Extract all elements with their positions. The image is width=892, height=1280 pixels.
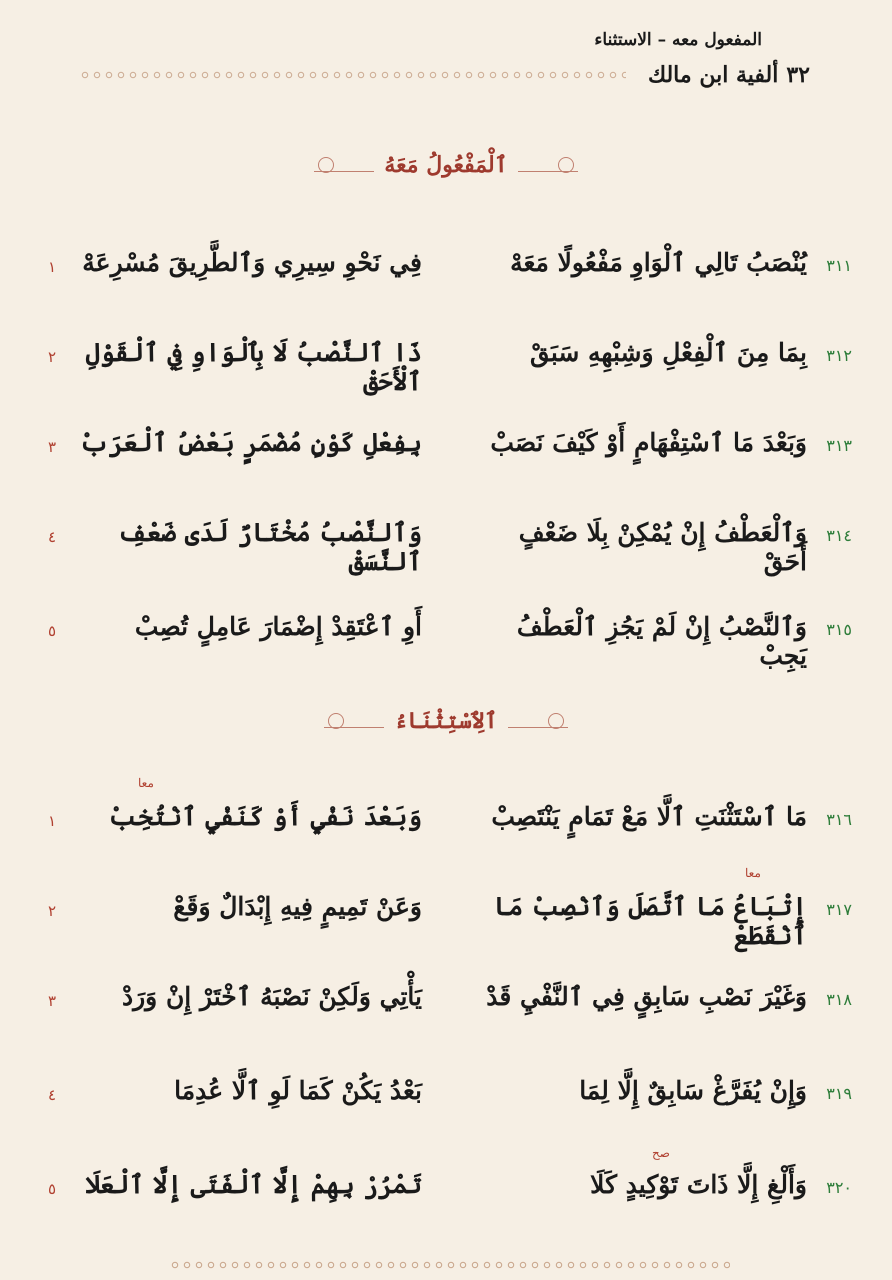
verse-second-hemistich: فِي نَحْوِ سِيرِي وَٱلطَّرِيقَ مُسْرِعَهْ — [82, 248, 422, 277]
verse-number: ٣١١ — [826, 256, 852, 275]
page-header — [70, 58, 810, 92]
header-ornament — [80, 70, 626, 80]
verse-first-hemistich: وَغَيْرَ نَصْبِ سَابِقٍ فِي ٱلنَّفْيِ قَدْ — [486, 982, 807, 1011]
verse-side-number: ٥ — [48, 622, 57, 640]
verse-first-hemistich: وَٱلْعَطْفُ إِنْ يُمْكِنْ بِلَا ضَعْفٍ أَحَقْ — [518, 518, 807, 576]
verse-side-number: ٥ — [48, 1180, 57, 1198]
verse-second-hemistich: وَعَنْ تَمِيمٍ فِيهِ إِبْدَالٌ وَقَعْ — [173, 892, 422, 921]
verse-side-number: ٢ — [48, 348, 57, 366]
verse-side-number: ٣ — [48, 438, 57, 456]
verse-number: ٣١٦ — [826, 810, 852, 829]
verse-row — [0, 428, 892, 468]
verse-side-number: ٤ — [48, 528, 57, 546]
verse-number: ٣١٩ — [826, 1084, 852, 1103]
verse-side-number: ٤ — [48, 1086, 57, 1104]
verse-second-hemistich: تَمْرُرْ بِهِمْ إِلَّا ٱلْفَتَى إِلَّا ٱلْعَلَا — [85, 1170, 422, 1199]
verse-second-hemistich: يَأْتِي وَلَكِنْ نَصْبَهُ ٱخْتَرْ إِنْ وَرَدْ — [121, 982, 422, 1011]
margin-mark: معا — [138, 776, 154, 790]
verse-number: ٣٢٠ — [826, 1178, 852, 1197]
verse-first-hemistich: وَبَعْدَ مَا ٱسْتِفْهَامٍ أَوْ كَيْفَ نَصَبْ — [490, 428, 807, 457]
verse-row — [0, 1076, 892, 1116]
verse-first-hemistich: يُنْصَبُ تَالِي ٱلْوَاوِ مَفْعُولًا مَعَهْ — [510, 248, 807, 277]
verse-first-hemistich: إِتْبَاعُ مَا ٱتَّصَلَ وَٱنْصِبْ مَا ٱنْقَطَعْ — [493, 892, 807, 950]
verse-row — [0, 248, 892, 288]
page-number: ٣٢ — [786, 62, 810, 88]
verse-number: ٣١٤ — [826, 526, 852, 545]
ornament-right — [314, 161, 374, 172]
book-title: ألفية ابن مالك — [647, 62, 779, 88]
verse-side-number: ١ — [48, 258, 57, 276]
verse-second-hemistich: ذَا ٱلنَّصْبُ لَا بِٱلْوَاوِ فِي ٱلْقَوْلِ ٱلْأَحَقْ — [85, 338, 422, 396]
verse-row — [0, 892, 892, 950]
verse-second-hemistich: أَوِ ٱعْتَقِدْ إِضْمَارَ عَامِلٍ تُصِبْ — [134, 612, 422, 641]
ornament-left — [518, 161, 578, 172]
verse-number: ٣١٧ — [826, 900, 852, 919]
footer-ornament — [170, 1260, 730, 1270]
margin-mark: معا — [745, 866, 761, 880]
verse-number: ٣١٨ — [826, 990, 852, 1009]
verse-row — [0, 802, 892, 842]
verse-number: ٣١٣ — [826, 436, 852, 455]
verse-first-hemistich: مَا ٱسْتَثْنَتِ ٱلَّا مَعْ تَمَامٍ يَنْتَصِبْ — [491, 802, 807, 831]
chapter-heading: المفعول معه – الاستثناء — [594, 30, 762, 50]
verse-side-number: ١ — [48, 812, 57, 830]
verse-row — [0, 518, 892, 576]
verse-first-hemistich: بِمَا مِنَ ٱلْفِعْلِ وَشِبْهِهِ سَبَقْ — [529, 338, 807, 367]
ornament-right — [324, 717, 384, 728]
ornament-left — [508, 717, 568, 728]
verse-second-hemistich: بِفِعْلِ كَوْنٍ مُضْمَرٍ بَعْضُ ٱلْعَرَبْ — [79, 428, 422, 457]
verse-number: ٣١٢ — [826, 346, 852, 365]
verse-row — [0, 338, 892, 396]
verse-first-hemistich: وَأَلْغِ إِلَّا ذَاتَ تَوْكِيدٍ كَلَا — [590, 1170, 807, 1199]
verse-first-hemistich: وَٱلنَّصْبُ إِنْ لَمْ يَجُزِ ٱلْعَطْفُ يَجِبْ — [516, 612, 807, 670]
verse-second-hemistich: وَبَعْدَ نَفْيٍ أَوْ كَنَفْيٍ ٱنْتُخِبْ — [108, 802, 422, 831]
section-title-mafool-maahu: ٱلْمَفْعُولُ مَعَهُ — [0, 152, 892, 178]
section-title-istithna: ٱلِٱسْتِثْنَاءُ — [0, 708, 892, 734]
verse-row — [0, 982, 892, 1022]
verse-second-hemistich: وَٱلنَّصْبُ مُخْتَارٌ لَدَى ضَعْفِ ٱلنَّسَقْ — [117, 518, 422, 576]
verse-row — [0, 612, 892, 670]
verse-side-number: ٢ — [48, 902, 57, 920]
verse-number: ٣١٥ — [826, 620, 852, 639]
verse-first-hemistich: وَإِنْ يُفَرَّغْ سَابِقٌ إِلَّا لِمَا — [579, 1076, 807, 1105]
margin-mark: صح — [652, 1146, 670, 1160]
verse-row — [0, 1170, 892, 1210]
verse-second-hemistich: بَعْدُ يَكُنْ كَمَا لَوِ ٱلَّا عُدِمَا — [174, 1076, 422, 1105]
verse-side-number: ٣ — [48, 992, 57, 1010]
